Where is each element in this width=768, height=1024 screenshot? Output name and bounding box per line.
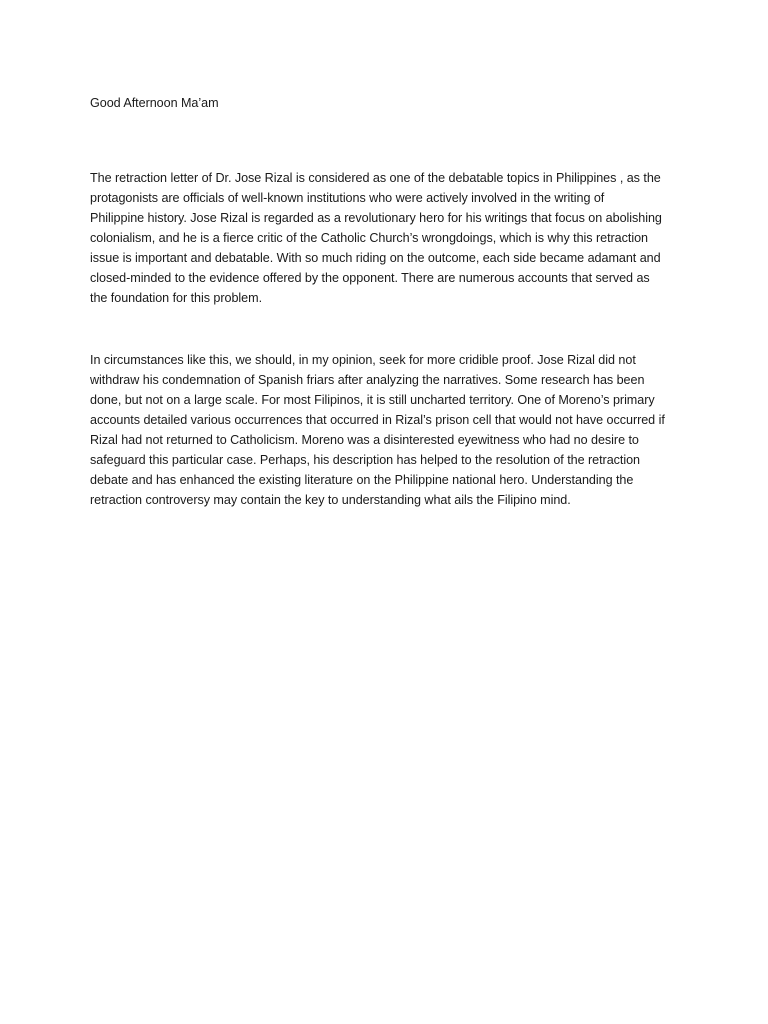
paragraph-2 [90, 350, 690, 510]
greeting-line: Good Afternoon Ma’am [90, 96, 219, 110]
paragraph-line: The retraction letter of Dr. Jose Rizal is considered as one of the debatable topics in Philippines , as the [90, 171, 661, 185]
paragraph-line: done, but not on a large scale. For most Filipinos, it is still uncharted territory. One of Moreno’s primary [90, 393, 655, 407]
paragraph-line: protagonists are officials of well-known institutions who were actively involved in the writing of [90, 191, 605, 205]
paragraph-line: withdraw his condemnation of Spanish friars after analyzing the narratives. Some research has been [90, 373, 645, 387]
paragraph-line: retraction controversy may contain the key to understanding what ails the Filipino mind. [90, 493, 571, 507]
document-body [90, 93, 690, 510]
paragraph-line: safeguard this particular case. Perhaps, his description has helped to the resolution of the retraction [90, 453, 640, 467]
paragraph-line: closed-minded to the evidence offered by the opponent. There are numerous accounts that served as [90, 271, 650, 285]
paragraph-1 [90, 168, 690, 308]
paragraph-line: In circumstances like this, we should, in my opinion, seek for more cridible proof. Jose Rizal did not [90, 353, 636, 367]
paragraph-line: Philippine history. Jose Rizal is regarded as a revolutionary hero for his writings that focus on abolishing [90, 211, 662, 225]
paragraph-line: colonialism, and he is a fierce critic of the Catholic Church’s wrongdoings, which is why this retraction [90, 231, 648, 245]
paragraph-line: debate and has enhanced the existing literature on the Philippine national hero. Understanding the [90, 473, 634, 487]
paragraph-line: Rizal had not returned to Catholicism. Moreno was a disinterested eyewitness who had no desire to [90, 433, 639, 447]
paragraph-line: accounts detailed various occurrences that occurred in Rizal’s prison cell that would not have occurred if [90, 413, 665, 427]
paragraph-line: the foundation for this problem. [90, 291, 263, 305]
paragraph-line: issue is important and debatable. With so much riding on the outcome, each side became adamant and [90, 251, 661, 265]
